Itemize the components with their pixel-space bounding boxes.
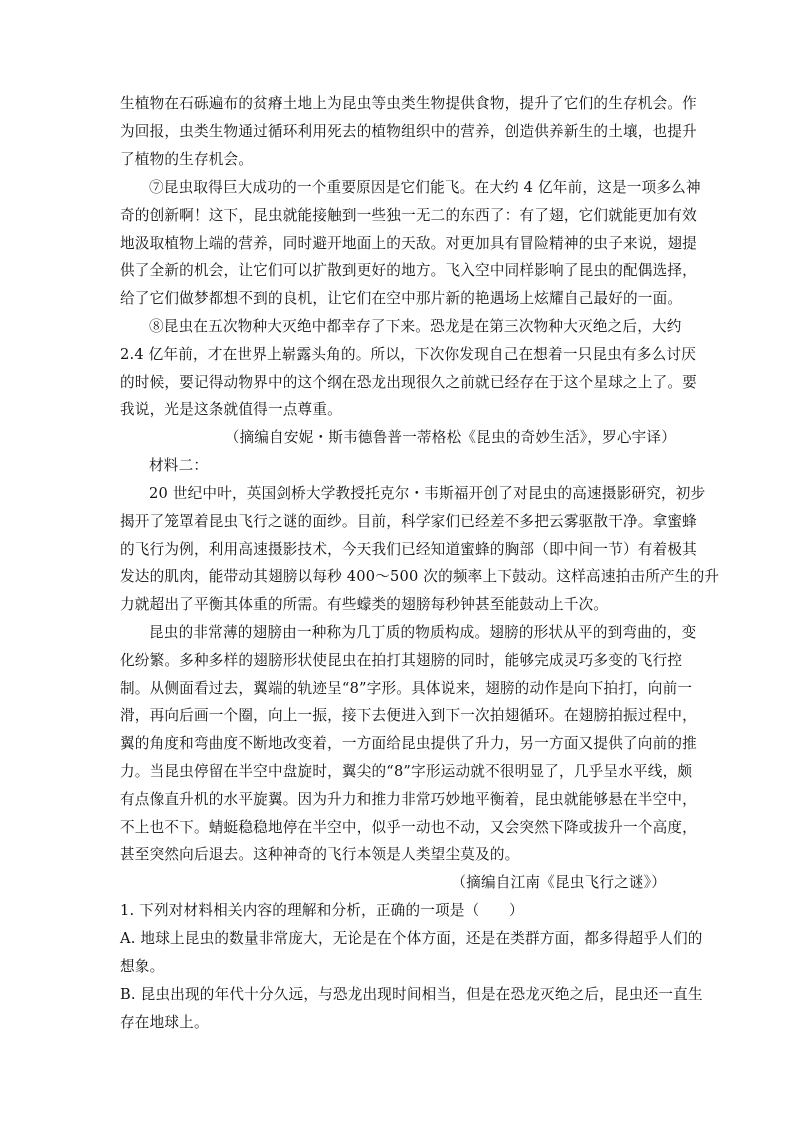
text-line: 昆虫的非常薄的翅膀由一种称为几丁质的物质构成。翅膀的形状从平的到弯曲的，变	[149, 624, 697, 641]
text-line: 生植物在石砾遍布的贫瘠土地上为昆虫等虫类生物提供食物，提升了它们的生存机会。作	[120, 95, 697, 112]
option-line: B. 昆虫出现的年代十分久远，与恐龙出现时间相当，但是在恐龙灭绝之后，昆虫还一直生	[120, 986, 703, 1003]
text-line: 了植物的生存机会。	[120, 150, 254, 168]
text-line: 奇的创新啊！这下，昆虫就能接触到一些独一无二的东西了：有了翅，它们就能更加有效	[120, 206, 697, 224]
text-line: 20 世纪中叶，英国剑桥大学教授托克尔・韦斯福开创了对昆虫的高速摄影研究，初步	[149, 485, 706, 502]
text-line: 化纷繁。多种多样的翅膀形状使昆虫在拍打其翅膀的同时，能够完成灵巧多变的飞行控	[120, 651, 683, 669]
text-line: 制。从侧面看过去，翼端的轨迹呈“8”字形。具体说来，翅膀的动作是向下拍打，向前一	[120, 679, 693, 697]
material-2-heading	[120, 452, 680, 480]
question-1-option-b	[120, 981, 703, 1037]
option-line: A. 地球上昆虫的数量非常庞大，无论是在个体方面，还是在类群方面，都多得超乎人们的	[120, 930, 703, 947]
text-line: 为回报，虫类生物通过循环利用死去的植物组织中的营养，创造供养新生的土壤，也提升	[120, 122, 697, 140]
question-stem: 1. 下列对材料相关内容的理解和分析，正确的一项是（ ）	[120, 902, 524, 919]
text-line: 揭开了笼罩着昆虫飞行之谜的面纱。目前，科学家们已经差不多把云雾驱散干净。拿蜜蜂	[120, 512, 697, 530]
source-citation-1	[120, 424, 676, 452]
text-line: 供了全新的机会，让它们可以扩散到更好的地方。飞入空中同样影响了昆虫的配偶选择，	[120, 262, 697, 280]
text-line: 甚至突然向后退去。这种神奇的飞行本领是人类望尘莫及的。	[120, 846, 520, 864]
citation-text: （摘编自江南《昆虫飞行之谜》）	[451, 874, 666, 891]
paragraph-7	[120, 174, 701, 313]
option-line: 存在地球上。	[120, 1013, 209, 1031]
text-line: 我说，光是这条就值得一点尊重。	[120, 401, 342, 419]
question-1-option-a	[120, 925, 703, 981]
text-line: 不上也不下。蜻蜓稳稳地停在半空中，似乎一动也不动，又会突然下降或拔升一个高度，	[120, 818, 697, 836]
material-2-paragraph-1	[120, 480, 720, 619]
text-line: 力。当昆虫停留在半空中盘旋时，翼尖的“8”字形运动就不很明显了，几乎呈水平线，颇	[120, 762, 693, 780]
source-citation-2	[120, 869, 666, 897]
text-line: 有点像直升机的水平旋翼。因为升力和推力非常巧妙地平衡着，昆虫就能够悬在半空中，	[120, 790, 697, 808]
citation-text: （摘编自安妮・斯韦德鲁普一蒂格松《昆虫的奇妙生活》，罗心宇译）	[224, 429, 676, 446]
section-heading: 材料二：	[149, 457, 209, 474]
text-line: 的飞行为例，利用高速摄影技术，今天我们已经知道蜜蜂的胸部（即中间一节）有着极其	[120, 540, 697, 558]
text-line: 发达的肌肉，能带动其翅膀以每秒 400～500 次的频率上下鼓动。这样高速拍击所产生的升	[120, 568, 720, 586]
text-line: 给了它们做梦都想不到的良机，让它们在空中那片新的艳遇场上炫耀自己最好的一面。	[120, 290, 683, 308]
text-line: 的时候，要记得动物界中的这个纲在恐龙出现很久之前就已经存在于这个星球之上了。要	[120, 373, 697, 391]
paragraph-8	[120, 313, 697, 424]
text-line: 地汲取植物上端的营养，同时避开地面上的天敌。对更加具有冒险精神的虫子来说，翅提	[120, 234, 697, 252]
text-line: ⑧昆虫在五次物种大灭绝中都幸存了下来。恐龙是在第三次物种大灭绝之后，大约	[149, 318, 682, 335]
text-line: 滑，再向后画一个圈，向上一振，接下去便进入到下一次拍翅循环。在翅膀拍振过程中，	[120, 707, 697, 725]
text-line: 2.4 亿年前，才在世界上崭露头角的。所以，下次你发现自己在想着一只昆虫有多么讨厌	[120, 345, 697, 363]
text-line: 力就超出了平衡其体重的所需。有些蠓类的翅膀每秒钟甚至能鼓动上千次。	[120, 596, 609, 614]
text-line: 翼的角度和弯曲度不断地改变着，一方面给昆虫提供了升力，另一方面又提供了向前的推	[120, 735, 697, 753]
option-line: 想象。	[120, 957, 165, 975]
paragraph-continuation	[120, 90, 697, 173]
text-line: ⑦昆虫取得巨大成功的一个重要原因是它们能飞。在大约 4 亿年前，这是一项多么神	[149, 179, 701, 196]
question-1	[120, 897, 680, 925]
material-2-paragraph-2	[120, 619, 697, 869]
